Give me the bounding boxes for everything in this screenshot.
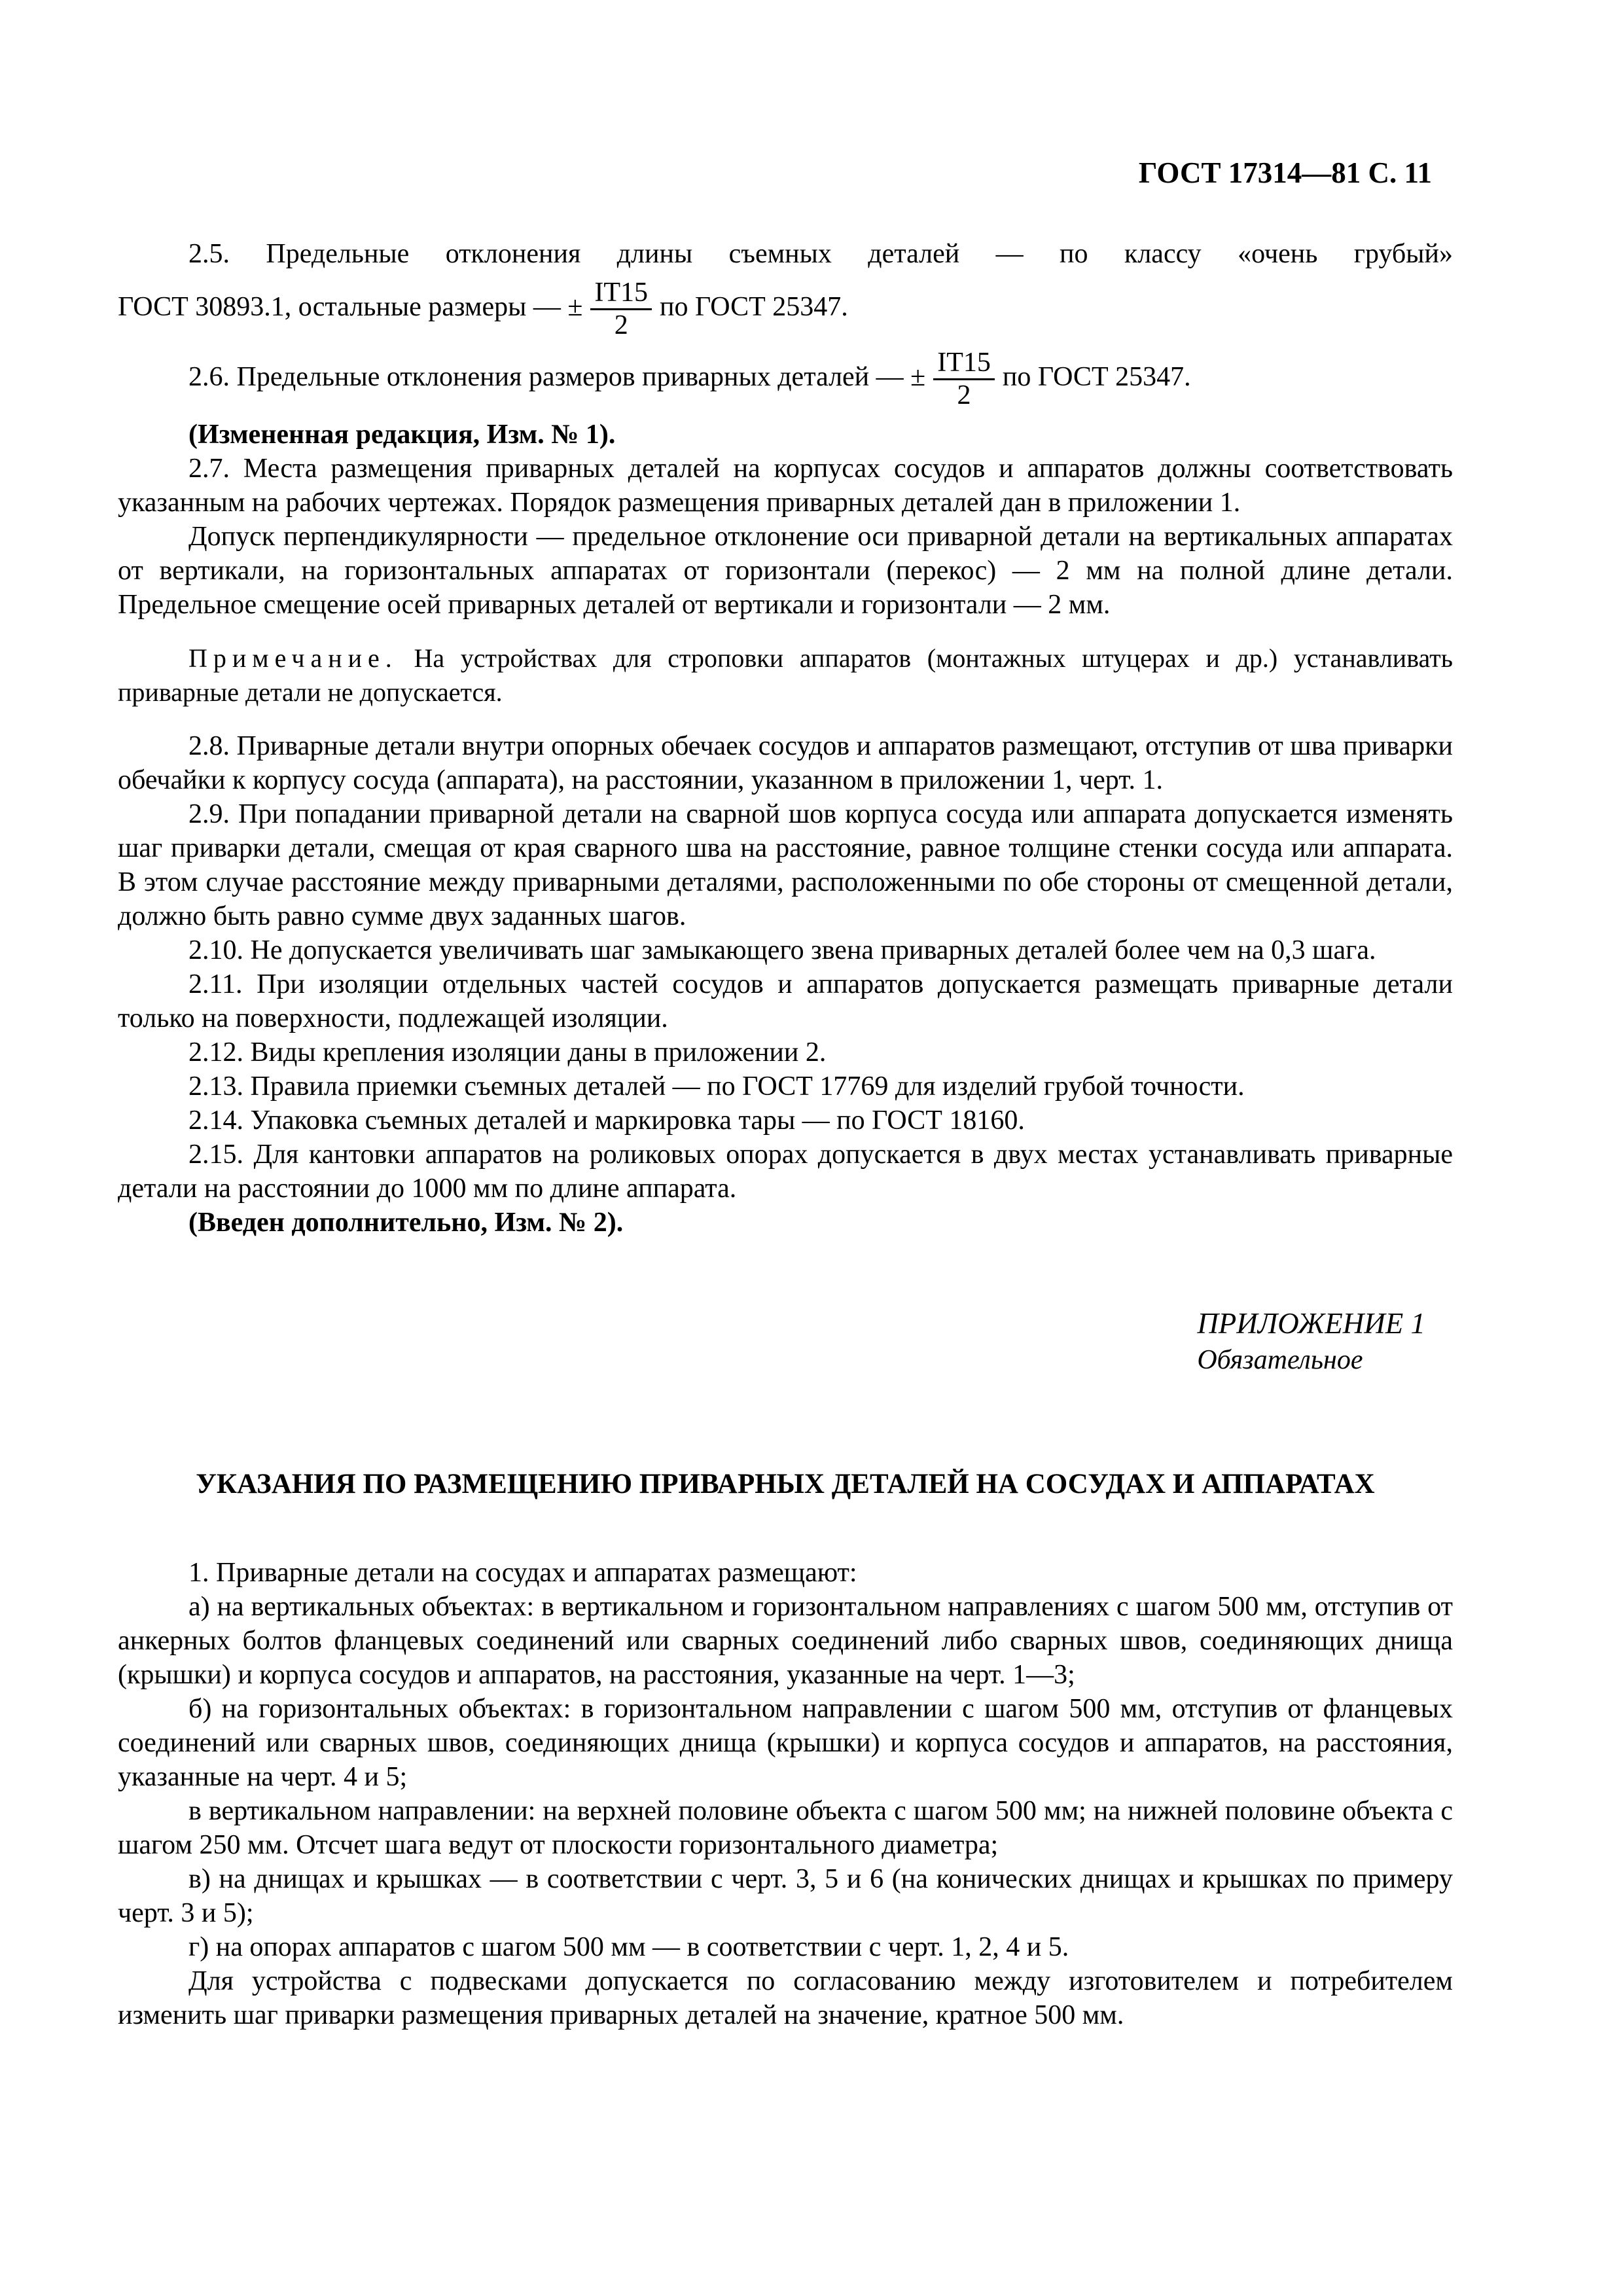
paragraph-2-6 [118,348,1453,411]
formula-text-after: по ГОСТ 25347. [1002,362,1191,393]
paragraph-2-7-tolerance: Допуск перпендикулярности — предельное отклонение оси приварной детали на вертикальных аппаратах от вертикали, на горизонтальных аппаратах от горизонтали (перекос) — 2 мм на полной длине детали. Предельное смещение осей приварных деталей от вертикали и горизонтали — 2 мм. [118,522,1453,620]
amendment-note-1: (Измененная редакция, Изм. № 1). [188,420,616,450]
fraction-denominator: 2 [614,310,628,341]
fraction-it15-over-2 [590,278,652,341]
appendix-item-intro: 1. Приварные детали на сосудах и аппаратах размещают: [188,1558,857,1588]
fraction-denominator: 2 [957,380,971,411]
paragraph-2-12: 2.12. Виды крепления изоляции даны в приложении 2. [188,1037,827,1068]
note-label: Примечание. [188,643,398,673]
appendix-heading [1197,1305,1425,1378]
formula-text-before: 2.6. Предельные отклонения размеров приварных деталей — ± [188,362,926,393]
formula-text-before: ГОСТ 30893.1, остальные размеры — ± [118,292,583,323]
appendix-item-g: г) на опорах аппаратов с шагом 500 мм — в соответствии с черт. 1, 2, 4 и 5. [188,1932,1069,1963]
note-block [118,641,1453,709]
appendix-item-a: а) на вертикальных объектах: в вертикальном и горизонтальном направлениях с шагом 500 мм, отступив от анкерных болтов фланцевых соединений или сварных соединений либо сварных швов, соединяющих днища (крышки) и корпуса сосудов и аппаратов, на расстояния, указанные на черт. 1—3; [118,1592,1453,1691]
appendix-item-vertical: в вертикальном направлении: на верхней половине объекта с шагом 500 мм; на нижней половине объекта с шагом 250 мм. Отсчет шага ведут от плоскости горизонтального диаметра; [118,1796,1453,1861]
paragraph-2-15: 2.15. Для кантовки аппаратов на роликовых опорах допускается в двух местах устанавливать приварные детали на расстоянии до 1000 мм по длине аппарата. [118,1139,1453,1204]
paragraph-2-11: 2.11. При изоляции отдельных частей сосудов и аппаратов допускается размещать приварные детали только на поверхности, подлежащей изоляции. [118,969,1453,1034]
document-body [118,237,1453,2032]
appendix-item-final: Для устройства с подвесками допускается по согласованию между изготовителем и потребителем изменить шаг приварки размещения приварных деталей на значение, кратное 500 мм. [118,1966,1453,2031]
paragraph-2-14: 2.14. Упаковка съемных деталей и маркировка тары — по ГОСТ 18160. [188,1105,1025,1136]
paragraph-2-8: 2.8. Приварные детали внутри опорных обечаек сосудов и аппаратов размещают, отступив от шва приварки обечайки к корпусу сосуда (аппарата), на расстоянии, указанном в приложении 1, черт. 1. [118,731,1453,796]
fraction-it15-over-2 [933,348,995,411]
appendix-label: ПРИЛОЖЕНИЕ 1 [1197,1307,1425,1340]
appendix-body [118,1556,1453,2032]
paragraph-2-10: 2.10. Не допускается увеличивать шаг замыкающего звена приварных деталей более чем на 0,3 шага. [188,935,1376,966]
amendment-note-2: (Введен дополнительно, Изм. № 2). [188,1208,624,1238]
note-text: На устройствах для строповки аппаратов (монтажных штуцерах и др.) устанавливать приварные детали не допускается. [118,643,1453,708]
paragraph-2-5-line2 [118,278,1453,341]
appendix-item-v: в) на днищах и крышках — в соответствии с черт. 3, 5 и 6 (на конических днищах и крышках по примеру черт. 3 и 5); [118,1864,1453,1929]
paragraph-2-13: 2.13. Правила приемки съемных деталей — по ГОСТ 17769 для изделий грубой точности. [188,1071,1245,1102]
paragraph-2-9: 2.9. При попадании приварной детали на сварной шов корпуса сосуда или аппарата допускается изменять шаг приварки детали, смещая от края сварного шва на расстояние, равное толщине стенки сосуда или аппарата. В этом случае расстояние между приварными деталями, расположенными по обе стороны от смещенной детали, должно быть равно сумме двух заданных шагов. [118,799,1453,932]
fraction-numerator: IT15 [933,348,995,380]
paragraph-2-7: 2.7. Места размещения приварных деталей на корпусах сосудов и аппаратов должны соответствовать указанным на рабочих чертежах. Порядок размещения приварных деталей дан в приложении 1. [118,454,1453,518]
appendix-title: УКАЗАНИЯ ПО РАЗМЕЩЕНИЮ ПРИВАРНЫХ ДЕТАЛЕЙ НА СОСУДАХ И АППАРАТАХ [196,1469,1375,1500]
appendix-item-b: б) на горизонтальных объектах: в горизонтальном направлении с шагом 500 мм, отступив от фланцевых соединений или сварных швов, соединяющих днища (крышки) и корпуса сосудов и аппаратов, на расстояния, указанные на черт. 4 и 5; [118,1694,1453,1793]
appendix-subtitle: Обязательное [1197,1345,1363,1376]
page-header: ГОСТ 17314—81 С. 11 [1138,156,1432,189]
fraction-numerator: IT15 [590,278,652,310]
formula-text-after: по ГОСТ 25347. [660,292,848,323]
paragraph-2-5-line1: 2.5. Предельные отклонения длины съемных деталей — по классу «очень грубый» [188,239,1453,269]
